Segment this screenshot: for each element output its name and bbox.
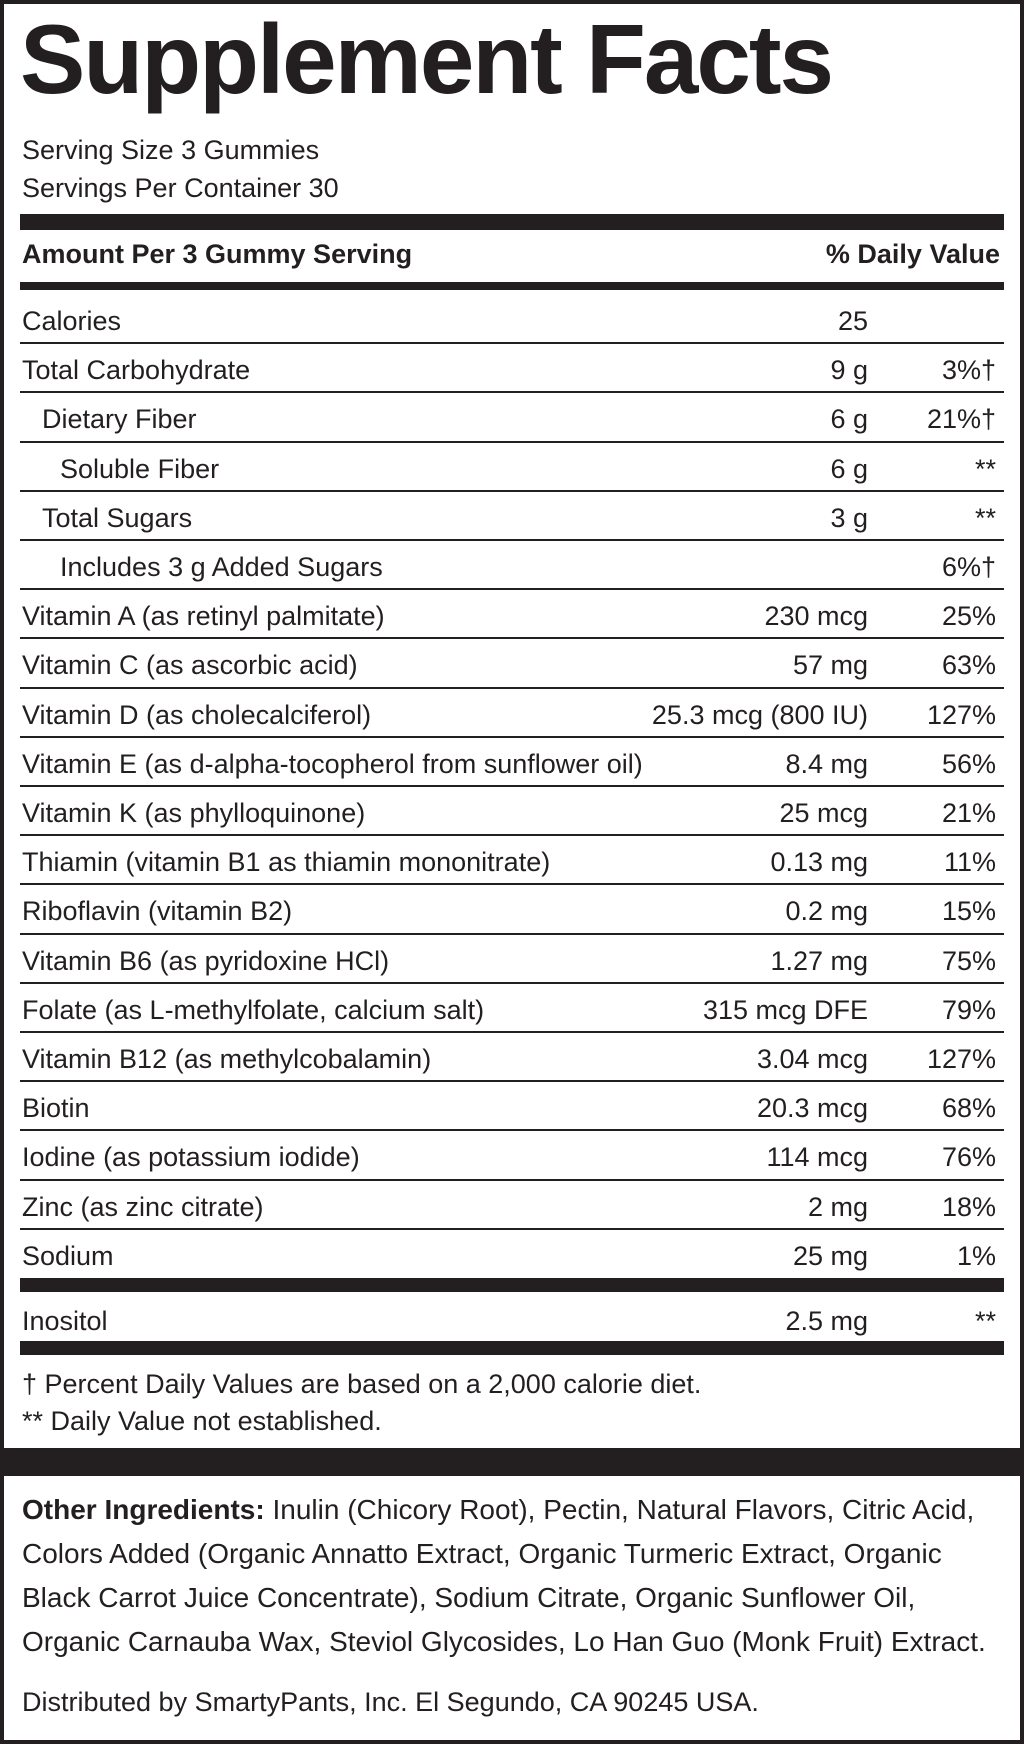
nutrient-name: Iodine (as potassium iodide): [22, 1142, 360, 1173]
nutrient-row: [20, 294, 1004, 342]
nutrient-amount: 2 mg: [807, 1191, 868, 1222]
footnote-asterisk: ** Daily Value not established.: [22, 1406, 382, 1436]
nutrient-row: [20, 1229, 1004, 1277]
nutrient-name: Soluble Fiber: [60, 453, 220, 484]
nutrient-dv: 76%: [941, 1142, 996, 1173]
nutrient-dv: 75%: [941, 945, 996, 976]
nutrient-name: Total Carbohydrate: [22, 355, 251, 386]
nutrient-amount: 6 g: [830, 404, 868, 435]
nutrient-row: [20, 392, 1004, 440]
nutrient-name: Dietary Fiber: [42, 404, 197, 435]
nutrient-dv: **: [974, 1306, 996, 1336]
nutrient-name: Total Sugars: [42, 502, 193, 533]
other-ingredients-label: Other Ingredients:: [22, 1494, 265, 1525]
nutrient-amount: 230 mcg: [764, 601, 868, 632]
daily-value-header: % Daily Value: [825, 239, 1000, 269]
nutrient-dv: 18%: [941, 1191, 996, 1222]
nutrient-dv: 25%: [941, 601, 996, 632]
nutrient-name: Riboflavin (vitamin B2): [22, 896, 293, 927]
nutrient-row: [20, 1081, 1004, 1129]
panel-title: Supplement Facts: [20, 4, 833, 114]
nutrient-amount: 25 mcg: [779, 798, 868, 828]
nutrient-row: [20, 983, 1004, 1031]
nutrient-row-inositol: [20, 1294, 1004, 1342]
nutrient-amount: 0.13 mg: [770, 847, 868, 878]
distributor-line: Distributed by SmartyPants, Inc. El Segundo, CA 90245 USA.: [22, 1687, 759, 1717]
nutrient-dv: 6%†: [941, 552, 996, 582]
nutrient-amount: 6 g: [830, 453, 868, 484]
nutrient-name: Vitamin E (as d-alpha-tocopherol from sunflower oil): [22, 748, 643, 779]
other-ingredients: [22, 1488, 1012, 1664]
nutrient-amount: 25: [837, 306, 868, 336]
nutrient-amount: 9 g: [830, 355, 868, 386]
nutrient-name: Zinc (as zinc citrate): [22, 1191, 264, 1222]
nutrient-name: Vitamin B12 (as methylcobalamin): [22, 1044, 432, 1074]
nutrient-name: Calories: [22, 306, 122, 336]
medium-divider: [20, 282, 1004, 290]
nutrient-name: Includes 3 g Added Sugars: [60, 552, 383, 582]
nutrient-amount: 315 mcg DFE: [702, 994, 868, 1025]
nutrient-dv: 56%: [941, 748, 996, 779]
nutrient-dv: 63%: [941, 650, 996, 681]
nutrient-row: [20, 688, 1004, 736]
nutrient-amount: 25.3 mcg (800 IU): [651, 699, 868, 730]
nutrient-row: [20, 540, 1004, 588]
nutrient-name: Biotin: [22, 1093, 90, 1124]
nutrient-dv: 15%: [941, 896, 996, 927]
thick-divider-3: [20, 1341, 1004, 1355]
nutrient-row: [20, 1130, 1004, 1178]
nutrient-amount: 0.2 mg: [785, 896, 868, 927]
serving-size: Serving Size 3 Gummies: [22, 135, 320, 165]
nutrient-name: Vitamin K (as phylloquinone): [22, 798, 366, 828]
nutrient-name: Vitamin D (as cholecalciferol): [22, 699, 372, 730]
nutrient-amount: 25 mg: [792, 1240, 868, 1271]
nutrient-row: [20, 638, 1004, 686]
thick-divider-2: [20, 1278, 1004, 1292]
nutrient-dv: 21%†: [926, 404, 996, 435]
nutrient-row: [20, 737, 1004, 785]
nutrient-row: [20, 491, 1004, 539]
nutrient-row: [20, 884, 1004, 932]
footnote-dagger: † Percent Daily Values are based on a 2,000 calorie diet.: [22, 1369, 702, 1399]
nutrient-amount: 114 mcg: [766, 1142, 868, 1173]
nutrient-name: Inositol: [22, 1306, 108, 1336]
other-ingredients-text: Inulin (Chicory Root), Pectin, Natural Flavors, Citric Acid, Colors Added (Organic Annatto Extract, Organic Turmeric Extract, Organic Black Carrot Juice Concentrate), Sodium Citrate, Organic Sunflower Oil, Organic Carnauba Wax, Steviol Glycosides, Lo Han Guo (Monk Fruit) Extract.: [22, 1494, 986, 1657]
nutrient-dv: **: [974, 453, 996, 484]
nutrient-dv: 127%: [926, 699, 996, 730]
nutrient-row: [20, 934, 1004, 982]
nutrient-name: Sodium: [22, 1240, 114, 1271]
thick-divider: [20, 214, 1004, 230]
nutrient-dv: 1%: [956, 1240, 996, 1271]
nutrient-amount: 3 g: [830, 502, 868, 533]
nutrient-amount: 3.04 mcg: [756, 1044, 868, 1074]
nutrient-name: Vitamin C (as ascorbic acid): [22, 650, 358, 681]
section-divider: [4, 1448, 1020, 1476]
nutrient-dv: 3%†: [941, 355, 996, 386]
nutrient-dv: 68%: [941, 1093, 996, 1124]
servings-per-container: Servings Per Container 30: [22, 173, 339, 203]
nutrient-row: [20, 343, 1004, 391]
nutrient-amount: 20.3 mcg: [756, 1093, 868, 1124]
nutrient-dv: 79%: [941, 994, 996, 1025]
nutrient-amount: 2.5 mg: [785, 1306, 868, 1336]
nutrient-dv: **: [974, 502, 996, 533]
nutrient-dv: 21%: [941, 798, 996, 828]
nutrient-row: [20, 835, 1004, 883]
nutrient-row: [20, 442, 1004, 490]
nutrient-amount: 8.4 mg: [785, 748, 868, 779]
nutrient-dv: 11%: [943, 847, 996, 878]
nutrient-amount: 57 mg: [792, 650, 868, 681]
nutrient-row: [20, 1032, 1004, 1080]
nutrient-row: [20, 1180, 1004, 1228]
nutrient-row: [20, 786, 1004, 834]
nutrient-dv: 127%: [926, 1044, 996, 1074]
nutrient-name: Vitamin A (as retinyl palmitate): [22, 601, 385, 632]
nutrient-name: Folate (as L-methylfolate, calcium salt): [22, 994, 485, 1025]
nutrient-row: [20, 589, 1004, 637]
amount-per-serving-header: Amount Per 3 Gummy Serving: [22, 239, 413, 269]
nutrient-name: Thiamin (vitamin B1 as thiamin mononitrate): [22, 847, 551, 878]
nutrient-amount: 1.27 mg: [770, 945, 868, 976]
nutrient-name: Vitamin B6 (as pyridoxine HCl): [22, 945, 390, 976]
